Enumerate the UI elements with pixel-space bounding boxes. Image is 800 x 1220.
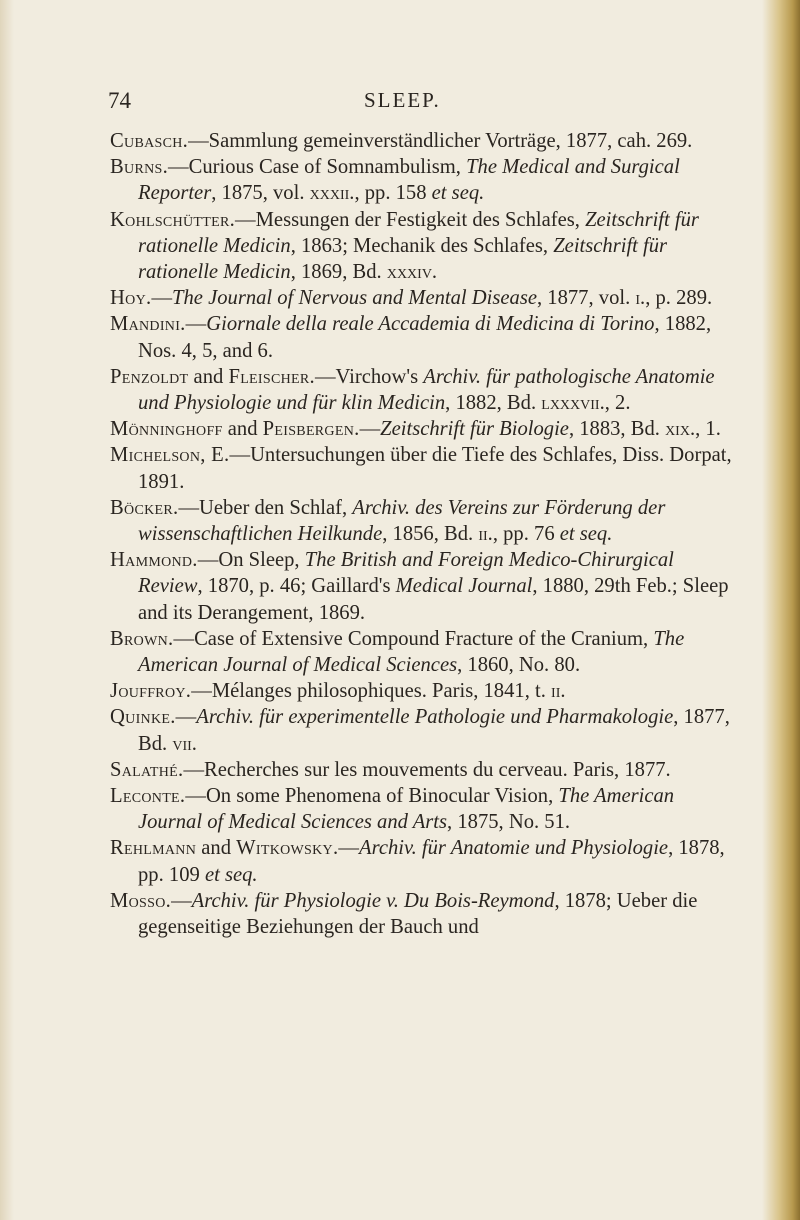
entry-text: —Untersuchungen über die Tiefe des Schlafes, Diss. Dorpat, 1891.: [138, 444, 732, 493]
bibliography-entry: [110, 154, 735, 206]
entry-volume: i.: [635, 287, 646, 310]
entry-text: , 2.: [604, 392, 631, 415]
bibliography-entry: [110, 757, 735, 783]
entry-author: Michelson, E.: [110, 444, 230, 467]
entry-title: Archiv. des Vereins zur Förderung der wissenschaftlichen Heilkunde: [138, 496, 666, 546]
entry-volume: xix.: [665, 418, 696, 441]
entry-text: , pp. 158: [354, 182, 432, 205]
entry-text: —: [151, 287, 173, 310]
running-head: [108, 88, 708, 118]
entry-title: Giornale della reale Accademia di Medicina di Torino: [206, 313, 655, 336]
entry-text: —: [175, 706, 197, 729]
page-gutter-shadow: [0, 0, 14, 1220]
entry-text: —Ueber den Schlaf,: [178, 496, 353, 519]
entry-author: Jouffroy.: [110, 680, 192, 703]
entry-author: Burns.: [110, 156, 169, 179]
entry-text: , 1.: [695, 418, 721, 441]
bibliography-entry: [110, 416, 735, 442]
entry-author: Mosso.: [110, 889, 172, 912]
entry-text: and: [188, 365, 229, 388]
entry-text: —Messungen der Festigkeit des Schlafes,: [235, 208, 586, 231]
entry-text: , 1878; Ueber die gegenseitige Beziehungen der Bauch und: [138, 889, 698, 939]
entry-author: Mandini.: [110, 313, 186, 336]
entry-text: , 1877, vol.: [536, 287, 636, 310]
entry-author: Böcker.: [110, 496, 179, 519]
entry-text: —Case of Extensive Compound Fracture of the Cranium,: [173, 627, 654, 650]
entry-author: Brown.: [110, 627, 174, 650]
entry-text: , 1875, vol.: [211, 182, 310, 205]
bibliography-entry: [110, 128, 735, 154]
entry-text: , 1856, Bd.: [382, 523, 479, 546]
entry-author: Fleischer.: [228, 365, 315, 388]
bibliography-entry: [110, 285, 735, 311]
entry-text: —: [171, 889, 192, 912]
bibliography-entry: [110, 783, 735, 835]
bibliography-entry: [110, 888, 735, 940]
entry-title: et seq.: [204, 863, 258, 886]
entry-text: and: [222, 418, 263, 441]
entry-author: Quinke.: [110, 706, 176, 729]
entry-volume: xxxii.: [309, 182, 355, 205]
entry-text: , 1877, Bd.: [138, 706, 730, 755]
entry-title: Zeitschrift für Biologie: [380, 418, 569, 441]
entry-text: —On Sleep,: [197, 549, 305, 572]
bibliography-entry: [110, 442, 735, 494]
entry-text: —Virchow's: [314, 365, 424, 388]
entry-author: Penzoldt: [110, 365, 189, 388]
entry-title: Medical Journal: [395, 575, 533, 598]
entry-title: The Journal of Nervous and Mental Disease: [172, 287, 537, 310]
entry-text: —: [338, 837, 360, 860]
entry-author: Cubasch.: [110, 130, 189, 152]
entry-text: , 1882, Bd.: [445, 392, 542, 415]
entry-author: Kohlschütter.: [110, 208, 236, 231]
bibliography-entry: [110, 364, 735, 416]
bibliography-entry: [110, 626, 735, 678]
bibliography-entry: [110, 547, 735, 626]
entry-text: —Curious Case of Somnambulism,: [168, 156, 467, 179]
page-number: 74: [108, 88, 131, 113]
entry-volume: lxxxvii.: [541, 392, 605, 415]
bibliography-entry: [110, 495, 735, 547]
entry-text: , 1863; Mechanik des Schlafes,: [290, 234, 554, 257]
entry-text: , 1869, Bd.: [290, 261, 387, 284]
running-title: SLEEP.: [364, 88, 441, 112]
entry-text: —: [185, 313, 207, 336]
entry-text: , 1875, No. 51.: [447, 811, 571, 834]
entry-title: The Medical and Surgical Reporter: [138, 156, 680, 205]
entry-text: , pp. 76: [492, 523, 560, 546]
entry-text: and: [196, 837, 237, 860]
entry-text: , 1870, p. 46; Gaillard's: [197, 575, 396, 598]
page-edge-shadow: [762, 0, 800, 1220]
entry-title: Archiv. für pathologische Anatomie und Physiologie und für klin Medicin: [138, 365, 715, 415]
entry-title: The American Journal of Medical Sciences: [138, 627, 685, 677]
bibliography-entry: [110, 835, 735, 887]
entry-title: The American Journal of Medical Sciences and Arts: [138, 785, 675, 834]
entry-text: , p. 289.: [645, 287, 713, 310]
entry-title: et seq.: [559, 523, 613, 546]
entry-text: —On some Phenomena of Binocular Vision,: [185, 785, 559, 808]
entry-text: —Sammlung gemeinverständlicher Vorträge, 1877, cah. 269.: [188, 130, 693, 152]
entry-title: Zeitschrift für rationelle Medicin: [138, 234, 668, 284]
entry-title: Archiv. für Anatomie und Physiologie: [359, 837, 669, 860]
bibliography-list: [110, 128, 735, 940]
entry-title: Archiv. für experimentelle Pathologie und Pharmakologie: [196, 706, 674, 729]
entry-text: , 1882, Nos. 4, 5, and 6.: [138, 313, 712, 362]
entry-author: Witkowsky.: [236, 837, 339, 860]
entry-author: Mönninghoff: [110, 418, 223, 441]
entry-author: Leconte.: [110, 785, 186, 808]
entry-volume: ii.: [478, 523, 493, 546]
entry-text: , 1878, pp. 109: [138, 837, 725, 886]
entry-author: Rehlmann: [110, 837, 197, 860]
bibliography-entry: [110, 704, 735, 756]
entry-author: Peisbergen.: [262, 418, 360, 441]
entry-author: Hammond.: [110, 549, 198, 572]
entry-title: Zeitschrift für rationelle Medicin: [138, 208, 699, 257]
entry-volume: vii.: [172, 732, 197, 755]
entry-text: —Mélanges philosophiques. Paris, 1841, t.: [191, 680, 552, 703]
entry-text: —: [359, 418, 381, 441]
entry-title: The British and Foreign Medico-Chirurgical Review: [138, 549, 674, 598]
bibliography-entry: [110, 207, 735, 286]
bibliography-entry: [110, 311, 735, 363]
bibliography-entry: [110, 678, 735, 704]
entry-text: , 1883, Bd.: [568, 418, 666, 441]
entry-volume: ii.: [551, 680, 566, 703]
entry-volume: xxxiv.: [386, 261, 438, 284]
entry-title: Archiv. für Physiologie v. Du Bois-Reymond: [191, 889, 555, 912]
entry-author: Salathé.: [110, 758, 184, 781]
entry-text: , 1880, 29th Feb.; Sleep and its Derangement, 1869.: [138, 575, 729, 624]
entry-text: , 1860, No. 80.: [457, 654, 581, 677]
entry-title: et seq.: [431, 182, 485, 205]
entry-author: Hoy.: [110, 287, 152, 310]
entry-text: —Recherches sur les mouvements du cerveau. Paris, 1877.: [183, 758, 671, 781]
